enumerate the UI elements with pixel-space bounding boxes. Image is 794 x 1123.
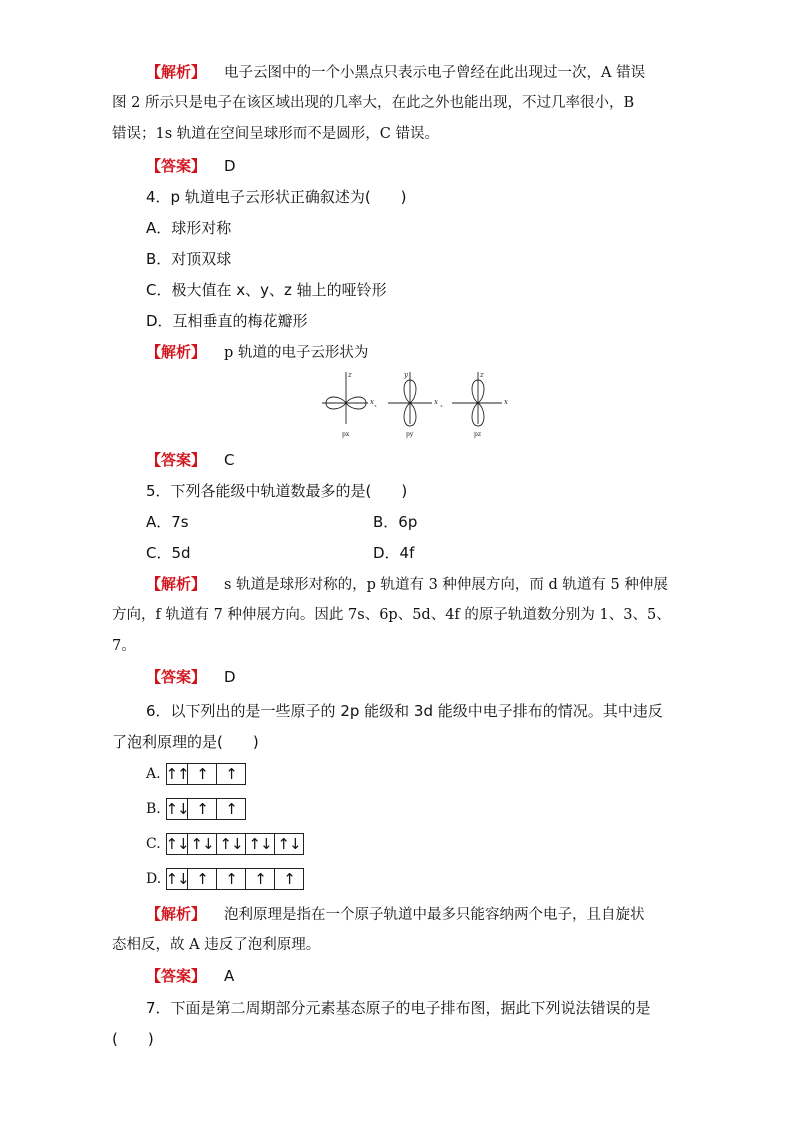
option-d: D．4f (373, 544, 415, 562)
analysis-line (146, 62, 645, 83)
option-d-diagram (146, 868, 304, 890)
analysis-tag: 【 解析 】 (146, 343, 206, 361)
orbital-boxes (166, 798, 246, 820)
answer-line (146, 156, 236, 176)
analysis-tag: 【 解析 】 (146, 905, 206, 923)
py-label: py (406, 431, 414, 438)
option-a-diagram (146, 763, 246, 785)
z-axis-label: z (348, 371, 352, 379)
answer-tag: 【 答案 】 (146, 668, 206, 686)
answer-value: D (224, 157, 236, 175)
text: 泡利原理是指在一个原子轨道中最多只能容纳两个电子，且自旋状 (224, 907, 645, 923)
orbital-box: ↑ (188, 764, 217, 784)
analysis-tag: 【 解析 】 (146, 63, 206, 81)
px-label: px (342, 431, 350, 438)
question-4: 4．p 轨道电子云形状正确叙述为( ) (146, 188, 407, 206)
option-b-diagram (146, 798, 246, 820)
text: 态相反，故 A 违反了泡利原理。 (112, 937, 321, 953)
orbital-box: ↑↑ (165, 765, 189, 783)
text: 方向，f 轨道有 7 种伸展方向。因此 7s、6p、5d、4f 的原子轨道数分别为 1、3、5、 (112, 607, 671, 623)
orbital-box: ↑ (225, 800, 237, 818)
orbital-box: ↑ (283, 870, 295, 888)
orbital-box: ↑ (188, 799, 217, 819)
option-b: B．对顶双球 (146, 250, 232, 268)
text: 错误；1s 轨道在空间呈球形而不是圆形，C 错误。 (112, 126, 439, 142)
analysis-line (146, 574, 668, 595)
orbital-box: ↑ (188, 869, 217, 889)
orbital-box: ↑↓ (165, 870, 189, 888)
orbital-box: ↑↓ (277, 835, 301, 853)
option-a: A．7s (146, 513, 189, 531)
answer-tag: 【 答案 】 (146, 451, 206, 469)
x-axis-label: x (434, 398, 438, 406)
orbital-box: ↑ (246, 869, 275, 889)
p-orbital-figure (318, 368, 518, 442)
z-axis-label: z (480, 371, 484, 379)
option-a: A．球形对称 (146, 219, 232, 237)
option-b: B．6p (373, 513, 418, 531)
orbital-boxes (166, 833, 304, 855)
text: 图 2 所示只是电子在该区域出现的几率大，在此之外也能出现，不过几率很小，B (112, 95, 635, 111)
pz-label: pz (474, 431, 482, 438)
analysis-tag: 【 解析 】 (146, 575, 206, 593)
orbital-boxes (166, 763, 246, 785)
question-7: 7．下面是第二周期部分元素基态原子的电子排布图，据此下列说法错误的是 (146, 999, 651, 1017)
orbital-box: ↑↓ (217, 834, 246, 854)
option-c-diagram (146, 833, 304, 855)
x-axis-label: x (504, 398, 508, 406)
answer-value: C (224, 451, 235, 469)
answer-value: D (224, 668, 236, 686)
question-5: 5．下列各能级中轨道数最多的是( ) (146, 482, 408, 500)
option-label: C. (146, 836, 161, 852)
separator: 、 (374, 399, 382, 408)
orbital-boxes (166, 868, 304, 890)
answer-line (146, 667, 236, 687)
x-axis-label: x (370, 398, 374, 406)
separator: 、 (440, 399, 448, 408)
text: p 轨道的电子云形状为 (224, 345, 369, 361)
y-axis-label: y (404, 371, 408, 379)
analysis-line (146, 342, 368, 363)
option-label: D. (146, 871, 162, 887)
answer-value: A (224, 967, 235, 985)
orbital-box: ↑↓ (188, 834, 217, 854)
option-label: B. (146, 801, 161, 817)
text: 7。 (112, 638, 136, 654)
option-c: C．5d (146, 544, 191, 562)
orbital-box: ↑↓ (165, 800, 189, 818)
text: s 轨道是球形对称的，p 轨道有 3 种伸展方向，而 d 轨道有 5 种伸展 (224, 577, 668, 593)
text: 电子云图中的一个小黑点只表示电子曾经在此出现过一次，A 错误 (224, 65, 646, 81)
question-7-cont: ( ) (112, 1030, 154, 1048)
answer-tag: 【 答案 】 (146, 157, 206, 175)
question-6: 6．以下列出的是一些原子的 2p 能级和 3d 能级中电子排布的情况。其中违反 (146, 702, 663, 720)
analysis-line (146, 904, 645, 925)
answer-line (146, 450, 235, 470)
option-c: C．极大值在 x、y、z 轴上的哑铃形 (146, 281, 387, 299)
option-d: D．互相垂直的梅花瓣形 (146, 312, 308, 330)
orbital-box: ↑↓ (246, 834, 275, 854)
answer-line (146, 966, 234, 986)
orbital-box: ↑ (217, 869, 246, 889)
answer-tag: 【 答案 】 (146, 967, 206, 985)
orbital-box: ↑↓ (165, 835, 189, 853)
option-label: A. (146, 766, 161, 782)
orbital-box: ↑ (225, 765, 237, 783)
question-6-cont: 了泡利原理的是( ) (112, 733, 259, 751)
